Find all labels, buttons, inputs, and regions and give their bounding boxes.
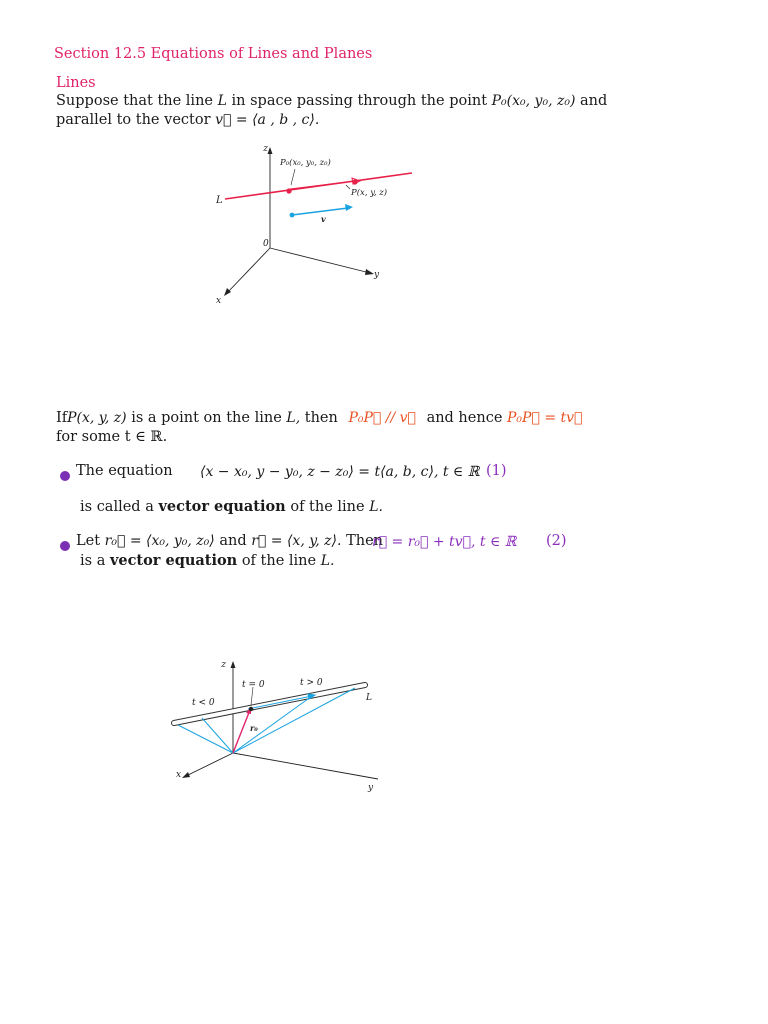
equation-1: ⟨x − x₀, y − y₀, z − z₀⟩ = t⟨a, b, c⟩, t ∈ ℝ [200,464,480,480]
bullet-2-text-c: of the line [241,553,317,569]
intro-text-b: in space passing through the point [231,93,488,109]
para-text-b: is a point on the line [131,410,282,426]
z-arrowhead [268,147,273,154]
p-leader-line [346,185,350,189]
intro-text-d: parallel to the vector [56,112,211,128]
equality-relation: P₀P⃗ = tv⃗ [507,410,583,426]
bullet-2-keyword: vector equation [109,552,238,569]
r0-endpoint [249,707,253,711]
bullet-1-text-a: is called a [80,499,154,515]
intro-point: P₀(x₀, y₀, z₀) [491,93,576,109]
y-axis [233,753,378,779]
vector-v-tail [290,213,295,218]
x-axis-label: x [176,770,182,780]
t-positive-label: t > 0 [300,678,323,688]
r0-definition: r₀⃗ = ⟨x₀, y₀, z₀⟩ [104,533,215,549]
bullet-1-dot [60,466,70,485]
equation-1-number: (1) [486,463,507,479]
bullet-2-line-symbol: L. [320,553,335,569]
t-zero-label: t = 0 [242,680,265,690]
vector-v [292,208,348,215]
bullet-2-then: Then [346,533,384,549]
para-text-c: then [304,410,338,426]
vector-t-negative-near [202,718,233,753]
vector-t-negative-far [178,725,233,753]
paragraph-line-1 [56,410,582,426]
z-axis-label: z [221,660,226,670]
intro-text-c: and [580,93,608,109]
intro-text-a: Suppose that the line [56,93,213,109]
p0-leader-line [291,169,295,185]
page-title: Section 12.5 Equations of Lines and Planes [54,46,373,62]
bullet-2-and: and [219,533,247,549]
bullet-1-followup [80,498,383,515]
x-arrowhead [224,288,231,296]
bullet-2-dot [60,536,70,555]
vector-p0-p [290,181,355,189]
bullet-2-text-b: is a [80,553,106,569]
intro-line-1 [56,93,607,109]
x-axis [186,753,233,776]
r-definition: r⃗ = ⟨x, y, z⟩. [251,533,342,549]
vector-v-label: v [321,214,326,224]
equation-2: r⃗ = r₀⃗ + tv⃗, t ∈ ℝ [372,534,517,550]
t-negative-label: t < 0 [192,698,215,708]
bullet-2-line-1 [76,533,383,549]
parallel-relation: P₀P⃗ // v⃗ [348,410,416,426]
vector-v-arrowhead [345,204,353,211]
para-point: P(x, y, z) [67,410,127,426]
para-text-d: and hence [426,410,503,426]
bullet-1-text-b: of the line [290,499,365,515]
equation-2-number: (2) [546,533,567,549]
y-axis-label: y [368,783,374,793]
vector-equation-figure [160,655,400,800]
bullet-1-line-symbol: L. [369,499,383,515]
line-L-label: L [216,195,223,206]
p-label: P(x, y, z) [351,188,388,198]
y-arrowhead [365,269,374,275]
intro-vector: v⃗ = ⟨a , b , c⟩. [215,112,320,128]
intro-line-symbol: L [217,93,227,109]
x-axis-label: x [216,296,222,306]
line-L-label: L [366,693,372,703]
para-text-a: If [56,410,68,426]
y-axis [270,248,370,273]
intro-line-2 [56,112,319,128]
paragraph-line-2: for some t ∈ ℝ. [56,429,168,445]
bullet-2-text-a: Let [76,533,101,549]
y-axis-label: y [374,270,380,280]
origin-label: 0 [263,239,269,249]
point-p0 [286,188,291,193]
p0-label: P₀(x₀, y₀, z₀) [280,158,331,168]
subsection-title: Lines [56,75,96,91]
bullet-1-keyword: vector equation [158,498,286,515]
z-axis-label: z [263,144,268,154]
line-diagram-figure [200,140,420,310]
bullet-1-lead: The equation [76,463,173,479]
x-arrowhead [182,772,190,778]
bullet-2-followup [80,552,334,569]
r0-label: r₀ [250,723,258,733]
point-p [352,179,357,184]
para-line-symbol: L, [286,410,301,426]
x-axis [227,248,270,293]
z-arrowhead [231,661,236,668]
